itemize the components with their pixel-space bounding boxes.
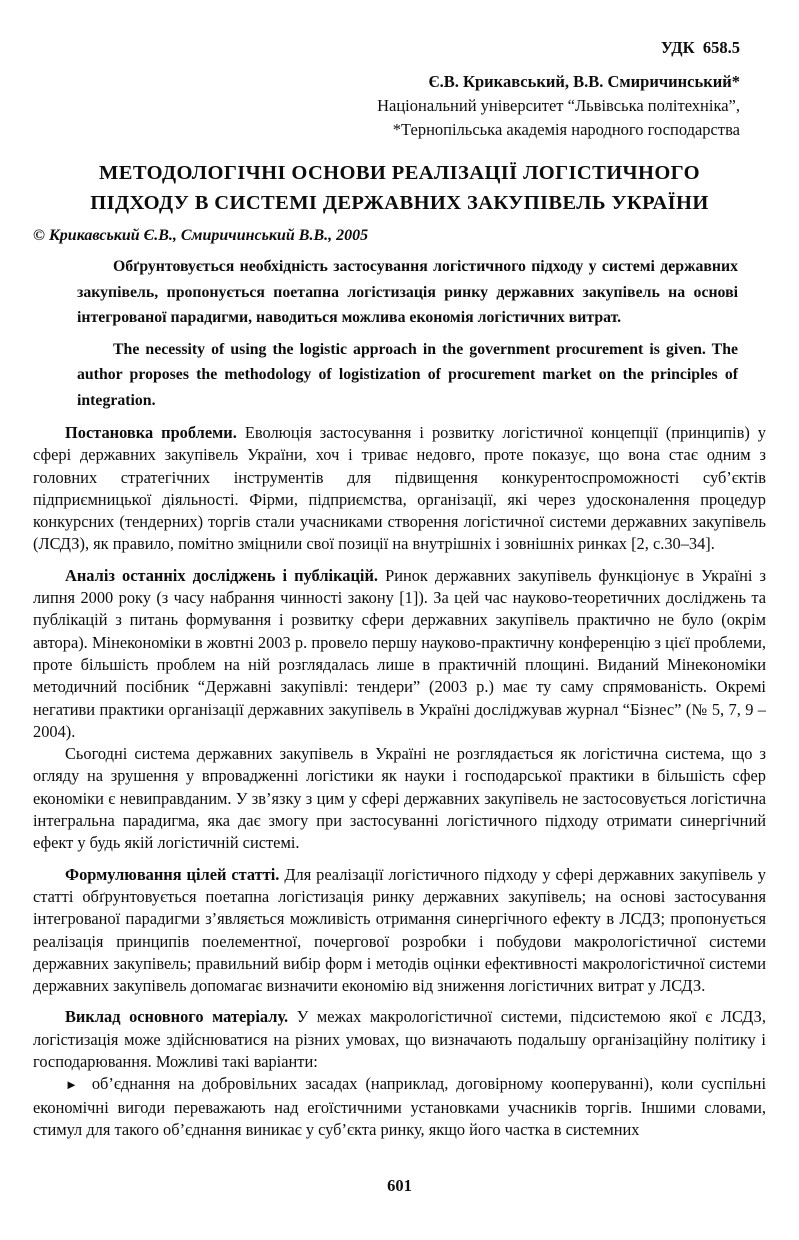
affiliation-2: *Тернопільська академія народного господарства xyxy=(392,120,740,139)
paragraph-lead: Аналіз останніх досліджень і публікацій. xyxy=(65,565,379,585)
body-paragraph: Аналіз останніх досліджень і публікацій. Ринок державних закупівель функціонує в Україні з липня 2000 року (з часу набрання чинності закону [1]). За цей час науково-теоретичних досліджень та публікацій з питань формування і розвитку сфери державних закупівель практично не було (окрім автора). Мінекономіки в жовтні 2003 р. провело першу науково-практичну конференцію з цієї проблеми, проте більшість проблем на ній розглядалась лише в практичній площині. Виданий Мінекономіки методичний посібник “Державні закупівлі: тендери” (2003 р.) має ту саму спрямованість. Окремі негативи практики організації державних закупівель в Україні досліджував журнал “Бізнес” (№ 5, 7, 9 – 2004). xyxy=(33,565,767,741)
copyright-line: © Крикавський Є.В., Смиричинський В.В., 2005 xyxy=(33,227,369,244)
udc-number: УДК 658.5 xyxy=(660,38,740,57)
body-paragraph: Сьогодні система державних закупівель в Україні не розглядається як логістична система, що з огляду на зрушення у впровадженні логістики як науки і господарської практики в більшість сфер економіки є невиправданим. У зв’язку з цим у сфері державних закупівель не застосовується логістична інтегральна парадигма, яка дає змогу при застосуванні логістичного підходу отримати синергічний ефект у будь якій логістичній системі. xyxy=(33,744,766,853)
article-title xyxy=(33,158,766,218)
abstract-english: The necessity of using the logistic approach in the government procurement is given. The author proposes the methodology of logistization of procurement market on the principles of integration. xyxy=(77,340,738,409)
paragraph-lead: Формулювання цілей статті. xyxy=(65,864,280,884)
article-title-line1: МЕТОДОЛОГІЧНІ ОСНОВИ РЕАЛІЗАЦІЇ ЛОГІСТИЧНОГО xyxy=(99,162,700,184)
authors-line: Є.В. Крикавський, В.В. Смиричинський* xyxy=(428,72,740,91)
paragraph-lead: Постановка проблеми. xyxy=(65,423,237,442)
abstract-ukrainian: Обґрунтовується необхідність застосування логістичного підходу у системі державних закупівель, пропонується поетапна логістизація ринку державних закупівель на основі інтегрованої парадигми, наводиться можлива економія логістичних витрат. xyxy=(77,258,738,326)
paragraph-lead: Виклад основного матеріалу. xyxy=(65,1007,289,1027)
body-paragraph: Постановка проблеми. Еволюція застосування і розвитку логістичної концепції (принципів) у сфері державних закупівель України, хоч і триває недовго, проте показує, що вона стає одним з головних стратегічних інструментів для підвищення конкурентоспроможності суб’єктів підприємницької діяльності. Фірми, підприємства, організації, які через удосконалення процедур конкурсних (тендерних) торгів стали учасниками створення логістичної системи державних закупівель (ЛСДЗ), як правило, помітно зміцнили свої позиції на внутрішніх і зовнішніх ринках [2, с.30–34]. xyxy=(33,423,766,554)
body-paragraph: Виклад основного матеріалу. У межах макрологістичної системи, підсистемою якої є ЛСДЗ, логістизація може здійснюватися на різних умовах, що визначають подальшу організаційну політику і господарювання. Можливі такі варіанти: xyxy=(33,1007,766,1072)
body-paragraph: Формулювання цілей статті. Для реалізації логістичного підходу у сфері державних закупівель у статті обґрунтовується поетапна логістизація ринку державних закупівель; на основі застосування інтегрованої парадигми з’являється можливість отримання синергічного ефекту в ЛСДЗ; пропонується реалізація принципів поелементної, почергової розробки і побудови макрологістичної системи державних закупівель; правильний вибір форм і методів оцінки ефективності макрологістичної системи державних закупівель допомагає визначити економію від зниження логістичних витрат у ЛСДЗ. xyxy=(33,864,766,996)
page-number: 601 xyxy=(387,1176,412,1195)
author-block xyxy=(33,70,766,142)
affiliation-1: Національний університет “Львівська політехніка”, xyxy=(377,96,740,115)
article-body xyxy=(33,422,766,1141)
article-title-line2: ПІДХОДУ В СИСТЕМІ ДЕРЖАВНИХ ЗАКУПІВЕЛЬ УКРАЇНИ xyxy=(90,192,709,214)
bullet-triangle-icon: ► xyxy=(65,1077,78,1093)
bullet-paragraph: ► об’єднання на добровільних засадах (наприклад, договірному кооперуванні), коли суспільні економічні вигоди переважають над егоїстичними установками учасників торгів. Іншими словами, стимул для такого об’єднання виникає у суб’єкта ринку, якщо його частка в системних xyxy=(33,1074,766,1139)
